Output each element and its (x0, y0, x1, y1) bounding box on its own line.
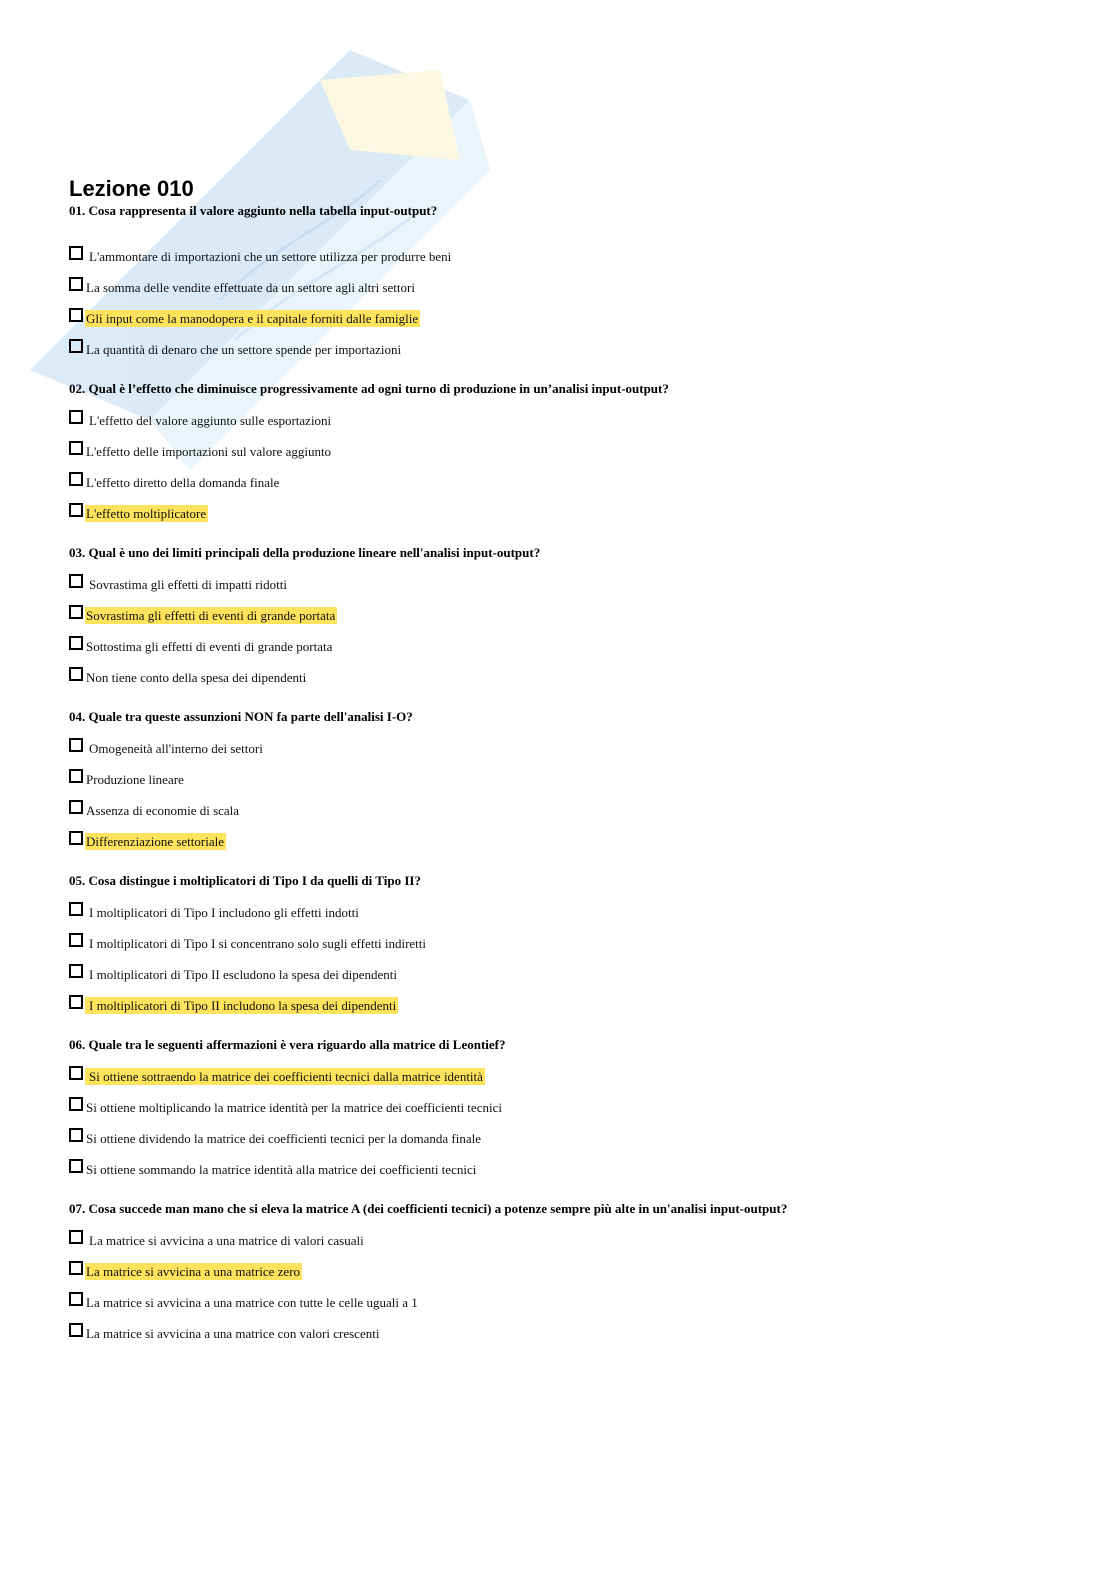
answer-option-correct[interactable] (69, 602, 1069, 633)
answer-option[interactable] (69, 961, 1069, 992)
checkbox-icon[interactable] (69, 738, 83, 752)
answer-option[interactable] (69, 1125, 1069, 1156)
question-spacer (69, 367, 1069, 381)
answer-option-correct[interactable] (69, 305, 1069, 336)
checkbox-icon[interactable] (69, 636, 83, 650)
answer-option[interactable] (69, 243, 1069, 274)
answer-option[interactable] (69, 1094, 1069, 1125)
answer-label: L'effetto delle importazioni sul valore aggiunto (86, 444, 332, 459)
answer-label: La somma delle vendite effettuate da un settore agli altri settori (86, 280, 415, 295)
answer-option-correct[interactable] (69, 992, 1069, 1023)
answer-option-correct[interactable] (69, 828, 1069, 859)
question-spacer (69, 531, 1069, 545)
question-block (69, 1037, 1069, 1187)
answer-label: La matrice si avvicina a una matrice con tutte le celle uguali a 1 (86, 1295, 418, 1310)
answer-label: Non tiene conto della spesa dei dipendenti (86, 670, 307, 685)
checkbox-icon[interactable] (69, 308, 83, 322)
question-block (69, 545, 1069, 695)
checkbox-icon[interactable] (69, 1292, 83, 1306)
answer-label: Gli input come la manodopera e il capitale forniti dalle famiglie (86, 311, 419, 326)
answer-label: La quantità di denaro che un settore spende per importazioni (86, 342, 402, 357)
checkbox-icon[interactable] (69, 1128, 83, 1142)
question-spacer (69, 889, 1069, 899)
answer-label: La matrice si avvicina a una matrice di valori casuali (89, 1233, 364, 1248)
answer-label: Produzione lineare (86, 772, 184, 787)
question-text: 05. Cosa distingue i moltiplicatori di Tipo I da quelli di Tipo II? (69, 873, 421, 888)
answer-option[interactable] (69, 1156, 1069, 1187)
answer-option[interactable] (69, 664, 1069, 695)
question-spacer (69, 1023, 1069, 1037)
answer-label: La matrice si avvicina a una matrice zero (86, 1264, 301, 1279)
checkbox-icon[interactable] (69, 339, 83, 353)
answer-option[interactable] (69, 407, 1069, 438)
question-block (69, 709, 1069, 859)
checkbox-icon[interactable] (69, 1159, 83, 1173)
answer-label: I moltiplicatori di Tipo II includono la spesa dei dipendenti (85, 997, 398, 1014)
checkbox-icon[interactable] (69, 933, 83, 947)
answer-option[interactable] (69, 1289, 1069, 1320)
question-spacer (69, 1217, 1069, 1227)
answer-label: Sovrastima gli effetti di impatti ridotti (89, 577, 287, 592)
question-spacer (69, 1053, 1069, 1063)
answer-option[interactable] (69, 797, 1069, 828)
checkbox-icon[interactable] (69, 574, 83, 588)
answer-option[interactable] (69, 438, 1069, 469)
question-text: 03. Qual è uno dei limiti principali della produzione lineare nell'analisi input-output? (69, 545, 541, 560)
checkbox-icon[interactable] (69, 277, 83, 291)
question-block (69, 873, 1069, 1023)
question-spacer (69, 1187, 1069, 1201)
answer-options (69, 407, 1069, 531)
answer-option[interactable] (69, 571, 1069, 602)
answer-label: Si ottiene moltiplicando la matrice identità per la matrice dei coefficienti tecnici (86, 1100, 502, 1115)
question-block (69, 381, 1069, 531)
answer-label: Differenziazione settoriale (86, 834, 224, 849)
page-content (69, 175, 1069, 1351)
checkbox-icon[interactable] (69, 902, 83, 916)
checkbox-icon[interactable] (69, 964, 83, 978)
question-text: 04. Quale tra queste assunzioni NON fa parte dell'analisi I-O? (69, 709, 413, 724)
checkbox-icon[interactable] (69, 769, 83, 783)
lesson-title: Lezione 010 (69, 176, 194, 201)
answer-label: Si ottiene sottraendo la matrice dei coefficienti tecnici dalla matrice identità (85, 1068, 485, 1085)
answer-label: Si ottiene dividendo la matrice dei coefficienti tecnici per la domanda finale (86, 1131, 482, 1146)
answer-label: Sovrastima gli effetti di eventi di grande portata (86, 608, 336, 623)
checkbox-icon[interactable] (69, 503, 83, 517)
answer-label: Sottostima gli effetti di eventi di grande portata (86, 639, 333, 654)
answer-option[interactable] (69, 930, 1069, 961)
answer-option-correct[interactable] (69, 1063, 1069, 1094)
question-spacer (69, 695, 1069, 709)
question-spacer (69, 725, 1069, 735)
answer-label: I moltiplicatori di Tipo II escludono la spesa dei dipendenti (89, 967, 397, 982)
question-spacer (69, 219, 1069, 243)
question-list (69, 203, 1069, 1351)
question-text: 01. Cosa rappresenta il valore aggiunto nella tabella input-output? (69, 203, 438, 218)
answer-label: La matrice si avvicina a una matrice con valori crescenti (86, 1326, 380, 1341)
checkbox-icon[interactable] (69, 246, 83, 260)
checkbox-icon[interactable] (69, 605, 83, 619)
answer-options (69, 1227, 1069, 1351)
answer-label: I moltiplicatori di Tipo I si concentrano solo sugli effetti indiretti (89, 936, 426, 951)
checkbox-icon[interactable] (69, 995, 83, 1009)
answer-option[interactable] (69, 735, 1069, 766)
checkbox-icon[interactable] (69, 800, 83, 814)
question-spacer (69, 561, 1069, 571)
answer-option[interactable] (69, 766, 1069, 797)
question-spacer (69, 397, 1069, 407)
answer-label: L'effetto moltiplicatore (86, 506, 207, 521)
answer-label: Omogeneità all'interno dei settori (89, 741, 263, 756)
question-text: 02. Qual è l’effetto che diminuisce progressivamente ad ogni turno di produzione in un’analisi input-output? (69, 381, 669, 396)
answer-label: L'effetto del valore aggiunto sulle esportazioni (89, 413, 332, 428)
checkbox-icon[interactable] (69, 1261, 83, 1275)
checkbox-icon[interactable] (69, 441, 83, 455)
question-text: 06. Quale tra le seguenti affermazioni è vera riguardo alla matrice di Leontief? (69, 1037, 506, 1052)
checkbox-icon[interactable] (69, 472, 83, 486)
answer-label: Assenza di economie di scala (86, 803, 240, 818)
answer-option-correct[interactable] (69, 500, 1069, 531)
checkbox-icon[interactable] (69, 667, 83, 681)
answer-option[interactable] (69, 633, 1069, 664)
answer-option[interactable] (69, 1227, 1069, 1258)
checkbox-icon[interactable] (69, 1066, 83, 1080)
answer-label: I moltiplicatori di Tipo I includono gli effetti indotti (89, 905, 359, 920)
checkbox-icon[interactable] (69, 410, 83, 424)
checkbox-icon[interactable] (69, 1230, 83, 1244)
answer-label: L'ammontare di importazioni che un settore utilizza per produrre beni (89, 249, 452, 264)
question-block (69, 203, 1069, 367)
question-block (69, 1201, 1069, 1351)
question-text: 07. Cosa succede man mano che si eleva la matrice A (dei coefficienti tecnici) a potenze sempre più alte in un'analisi input-output? (69, 1201, 788, 1216)
checkbox-icon[interactable] (69, 1323, 83, 1337)
answer-option-correct[interactable] (69, 1258, 1069, 1289)
answer-options (69, 735, 1069, 859)
answer-option[interactable] (69, 899, 1069, 930)
answer-options (69, 899, 1069, 1023)
question-spacer (69, 859, 1069, 873)
answer-option[interactable] (69, 1320, 1069, 1351)
answer-option[interactable] (69, 469, 1069, 500)
answer-options (69, 243, 1069, 367)
answer-option[interactable] (69, 336, 1069, 367)
answer-options (69, 571, 1069, 695)
answer-option[interactable] (69, 274, 1069, 305)
answer-options (69, 1063, 1069, 1187)
answer-label: Si ottiene sommando la matrice identità alla matrice dei coefficienti tecnici (86, 1162, 477, 1177)
checkbox-icon[interactable] (69, 831, 83, 845)
checkbox-icon[interactable] (69, 1097, 83, 1111)
answer-label: L'effetto diretto della domanda finale (86, 475, 280, 490)
